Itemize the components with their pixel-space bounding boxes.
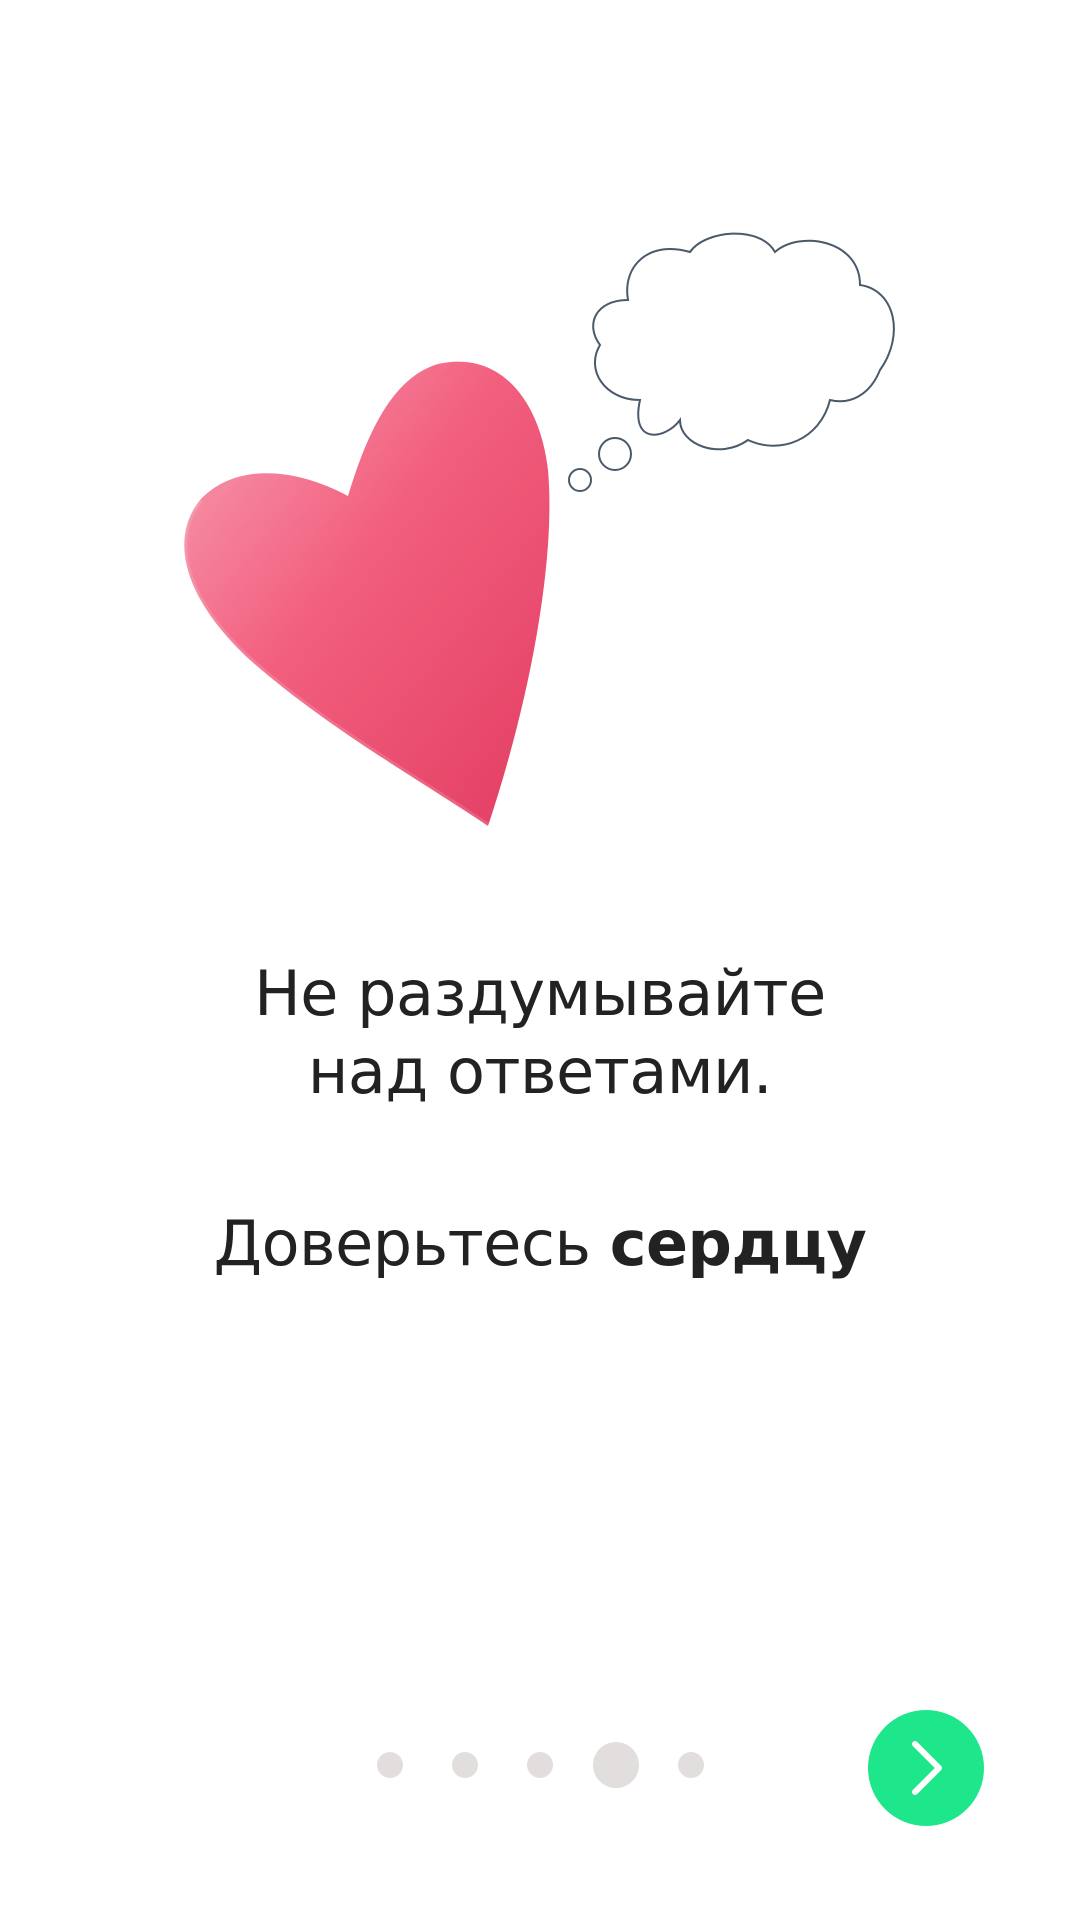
onboarding-headline bbox=[0, 955, 1080, 1111]
page-dot-3 bbox=[527, 1752, 553, 1778]
chevron-right-icon bbox=[901, 1738, 951, 1798]
onboarding-illustration bbox=[0, 0, 1080, 900]
thought-bubble-icon bbox=[569, 234, 894, 491]
onboarding-tagline bbox=[0, 1205, 1080, 1283]
page-dot-1 bbox=[377, 1752, 403, 1778]
page-dot-2 bbox=[452, 1752, 478, 1778]
heart-icon bbox=[184, 362, 549, 826]
page-dot-5 bbox=[678, 1752, 704, 1778]
tagline-regular: Доверьтесь bbox=[213, 1207, 591, 1280]
headline-line-1: Не раздумывайте bbox=[254, 957, 826, 1030]
next-button[interactable] bbox=[868, 1710, 984, 1826]
tagline-bold: сердцу bbox=[609, 1207, 867, 1280]
headline-line-2: над ответами. bbox=[307, 1035, 773, 1108]
page-dot-4-active bbox=[593, 1742, 639, 1788]
